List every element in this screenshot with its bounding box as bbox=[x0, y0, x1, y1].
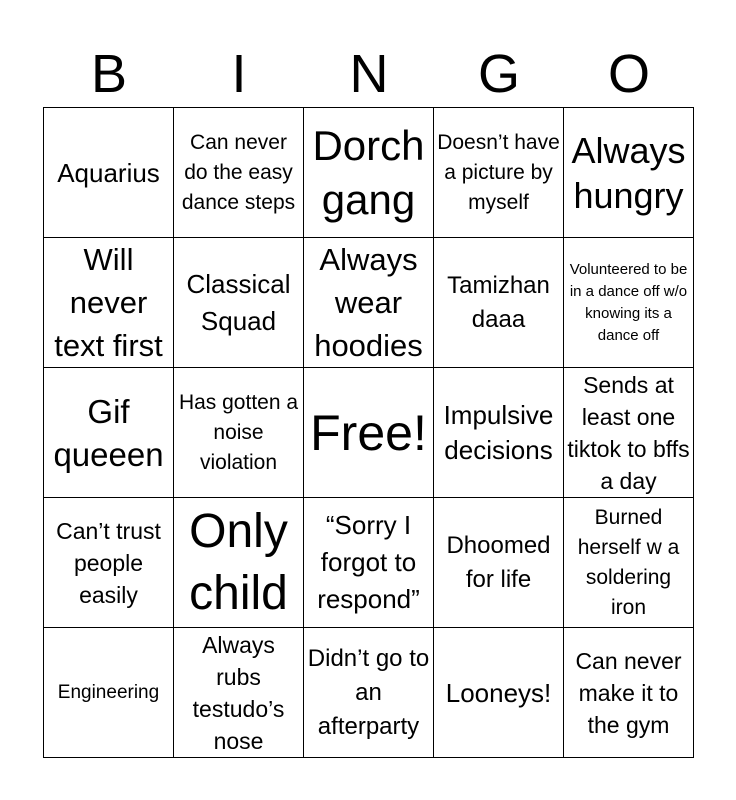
header-letter-g: G bbox=[477, 44, 520, 104]
cell-text: Doesn’t have a picture by myself bbox=[437, 130, 560, 214]
cell-text: Tamizhan daaa bbox=[447, 271, 550, 333]
bingo-cell-r5c1[interactable] bbox=[44, 628, 174, 758]
header-letter-o: O bbox=[607, 44, 650, 104]
cell-text: Didn’t go to an afterparty bbox=[307, 644, 430, 740]
header-letter-i: I bbox=[231, 44, 247, 104]
bingo-cell-r4c2[interactable] bbox=[174, 498, 304, 628]
bingo-cell-r3c3-free[interactable] bbox=[304, 368, 434, 498]
cell-text: Free! bbox=[310, 404, 427, 461]
bingo-cell-r4c3[interactable] bbox=[304, 498, 434, 628]
cell-text: Burned herself w a soldering iron bbox=[577, 505, 680, 619]
bingo-cell-r2c3[interactable] bbox=[304, 238, 434, 368]
bingo-cell-r2c1[interactable] bbox=[44, 238, 174, 368]
cell-text: Dhoomed for life bbox=[446, 531, 551, 593]
cell-text: Always wear hoodies bbox=[314, 242, 423, 363]
bingo-cell-r1c3[interactable] bbox=[304, 108, 434, 238]
cell-text: Looneys! bbox=[445, 677, 552, 708]
cell-text: Can never make it to the gym bbox=[575, 647, 682, 738]
bingo-header bbox=[44, 40, 694, 108]
cell-text: Impulsive decisions bbox=[443, 399, 554, 465]
bingo-cell-r2c5[interactable] bbox=[564, 238, 694, 368]
cell-text: “Sorry I forgot to respond” bbox=[317, 510, 420, 614]
cell-text: Always hungry bbox=[571, 129, 686, 216]
header-letter-n: N bbox=[349, 44, 389, 104]
cell-text: Gif queeen bbox=[53, 392, 164, 473]
cell-text: Engineering bbox=[57, 681, 160, 703]
cell-text: Volunteered to be in a dance off w/o knowing its a dance off bbox=[569, 260, 688, 344]
bingo-cell-r3c4[interactable] bbox=[434, 368, 564, 498]
bingo-cell-r3c2[interactable] bbox=[174, 368, 304, 498]
header-letter-b: B bbox=[90, 44, 128, 104]
cell-text: Dorch gang bbox=[312, 121, 425, 223]
cell-text: Aquarius bbox=[57, 157, 160, 188]
bingo-cell-r3c5[interactable] bbox=[564, 368, 694, 498]
cell-text: Always rubs testudo’s nose bbox=[192, 631, 285, 754]
bingo-cell-r3c1[interactable] bbox=[44, 368, 174, 498]
cell-text: Only child bbox=[189, 504, 288, 620]
bingo-cell-r4c5[interactable] bbox=[564, 498, 694, 628]
cell-text: Sends at least one tiktok to bffs a day bbox=[567, 371, 690, 494]
bingo-cell-r1c4[interactable] bbox=[434, 108, 564, 238]
bingo-grid bbox=[43, 107, 694, 758]
bingo-cell-r4c4[interactable] bbox=[434, 498, 564, 628]
bingo-cell-r5c3[interactable] bbox=[304, 628, 434, 758]
cell-text: Classical Squad bbox=[186, 268, 291, 336]
bingo-cell-r5c2[interactable] bbox=[174, 628, 304, 758]
bingo-cell-r1c2[interactable] bbox=[174, 108, 304, 238]
bingo-cell-r2c2[interactable] bbox=[174, 238, 304, 368]
cell-text: Can never do the easy dance steps bbox=[181, 130, 296, 214]
cell-text: Can’t trust people easily bbox=[56, 517, 161, 608]
cell-text: Has gotten a noise violation bbox=[178, 390, 299, 474]
bingo-cell-r2c4[interactable] bbox=[434, 238, 564, 368]
bingo-cell-r1c1[interactable] bbox=[44, 108, 174, 238]
bingo-cell-r4c1[interactable] bbox=[44, 498, 174, 628]
cell-text: Will never text first bbox=[54, 242, 163, 363]
bingo-cell-r5c4[interactable] bbox=[434, 628, 564, 758]
bingo-cell-r1c5[interactable] bbox=[564, 108, 694, 238]
bingo-cell-r5c5[interactable] bbox=[564, 628, 694, 758]
